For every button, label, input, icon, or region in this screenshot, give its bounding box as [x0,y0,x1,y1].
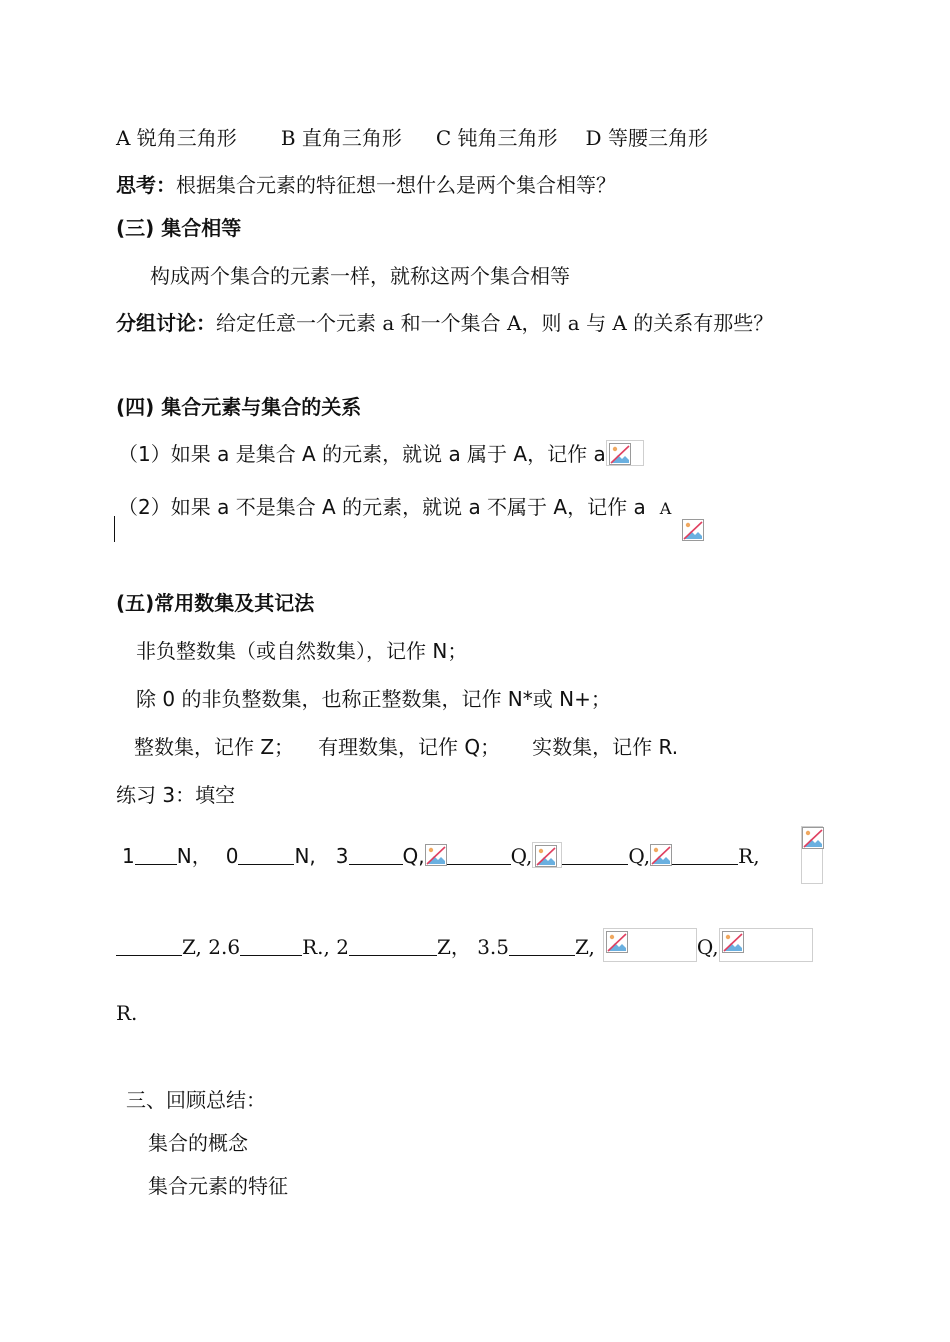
fill1-item: N， [176,844,212,868]
review-item-2: 集合元素的特征 [148,1174,288,1198]
fill1-item: Q, [628,844,651,868]
option-a: A 锐角三角形 [116,126,237,150]
group-discussion-text: 给定任意一个元素 a 和一个集合 A，则 a 与 A 的关系有那些？ [216,311,774,335]
image-placeholder [532,842,562,868]
blank[interactable] [349,842,403,865]
review-title: 三、回顾总结： [126,1088,266,1112]
fill1-item: Q, [510,844,533,868]
fill2-item: Z, 2.6 [182,935,241,959]
set-nplus-line: 除 0 的非负整数集，也称正整数集，记作 N*或 N+； [136,687,611,711]
option-d: D 等腰三角形 [585,126,708,150]
broken-image-icon [425,844,447,866]
think-text: 根据集合元素的特征想一想什么是两个集合相等？ [176,173,616,197]
fill-line-3: R. [116,1001,138,1025]
fill1-item: 3 [335,844,349,868]
broken-image-icon [535,845,557,867]
blank[interactable] [240,933,302,956]
broken-image-icon [722,931,744,953]
review-item-1: 集合的概念 [148,1131,248,1155]
image-placeholder [719,928,813,962]
fill2-item: Z， 3.5 [436,935,509,959]
group-discussion-line [116,309,773,337]
section-4-title: (四) 集合元素与集合的关系 [116,395,362,419]
relation-2-tail: A [659,499,672,518]
belongs-symbol-image [606,440,644,466]
blank[interactable] [672,842,738,865]
fill1-item: Q, [402,844,425,868]
think-line [116,171,616,199]
relation-2-line [118,493,671,523]
relation-1-text: （1）如果 a 是集合 A 的元素，就说 a 属于 A，记作 a [118,442,606,466]
number-sets-line [134,733,678,761]
fill2-item: Z, [575,935,595,959]
broken-image-icon [650,844,672,866]
set-r: 实数集，记作 R. [532,735,679,759]
image-placeholder [603,928,697,962]
option-c: C 钝角三角形 [435,126,558,150]
section-5-title: (五)常用数集及其记法 [116,591,315,615]
relation-2-text: （2）如果 a 不是集合 A 的元素，就说 a 不属于 A，记作 a [118,495,646,519]
fill1-item: N, [294,844,316,868]
text-cursor [114,516,115,542]
set-q: 有理数集，记作 Q； [318,735,501,759]
group-discussion-label: 分组讨论： [116,311,216,335]
broken-image-icon [606,931,628,953]
options-row [116,124,708,152]
exercise-3-title: 练习 3：填空 [116,783,236,807]
blank[interactable] [116,933,182,956]
fill1-item: 0 [225,844,239,868]
blank[interactable] [238,842,294,865]
fill2-item: R., 2 [302,935,349,959]
think-label: 思考： [116,173,176,197]
section-3-body: 构成两个集合的元素一样，就称这两个集合相等 [150,264,570,288]
set-z: 整数集，记作 Z； [134,735,295,759]
section-3-title: (三) 集合相等 [116,216,242,240]
broken-image-icon [609,443,631,465]
option-b: B 直角三角形 [280,126,402,150]
blank[interactable] [135,842,177,865]
broken-image-icon [682,519,704,541]
broken-image-icon [802,827,824,849]
set-n-line: 非负整数集（或自然数集），记作 N； [136,639,468,663]
blank[interactable] [562,842,628,865]
blank[interactable] [349,933,437,956]
fill1-item: 1 [122,844,135,868]
fill2-item: Q, [696,935,719,959]
fill1-item: R, [738,844,760,868]
blank[interactable] [509,933,575,956]
relation-1-line [118,440,644,468]
fill-line-1 [122,842,760,870]
fill-line-2 [116,928,813,962]
blank[interactable] [447,842,511,865]
image-placeholder [801,826,823,884]
